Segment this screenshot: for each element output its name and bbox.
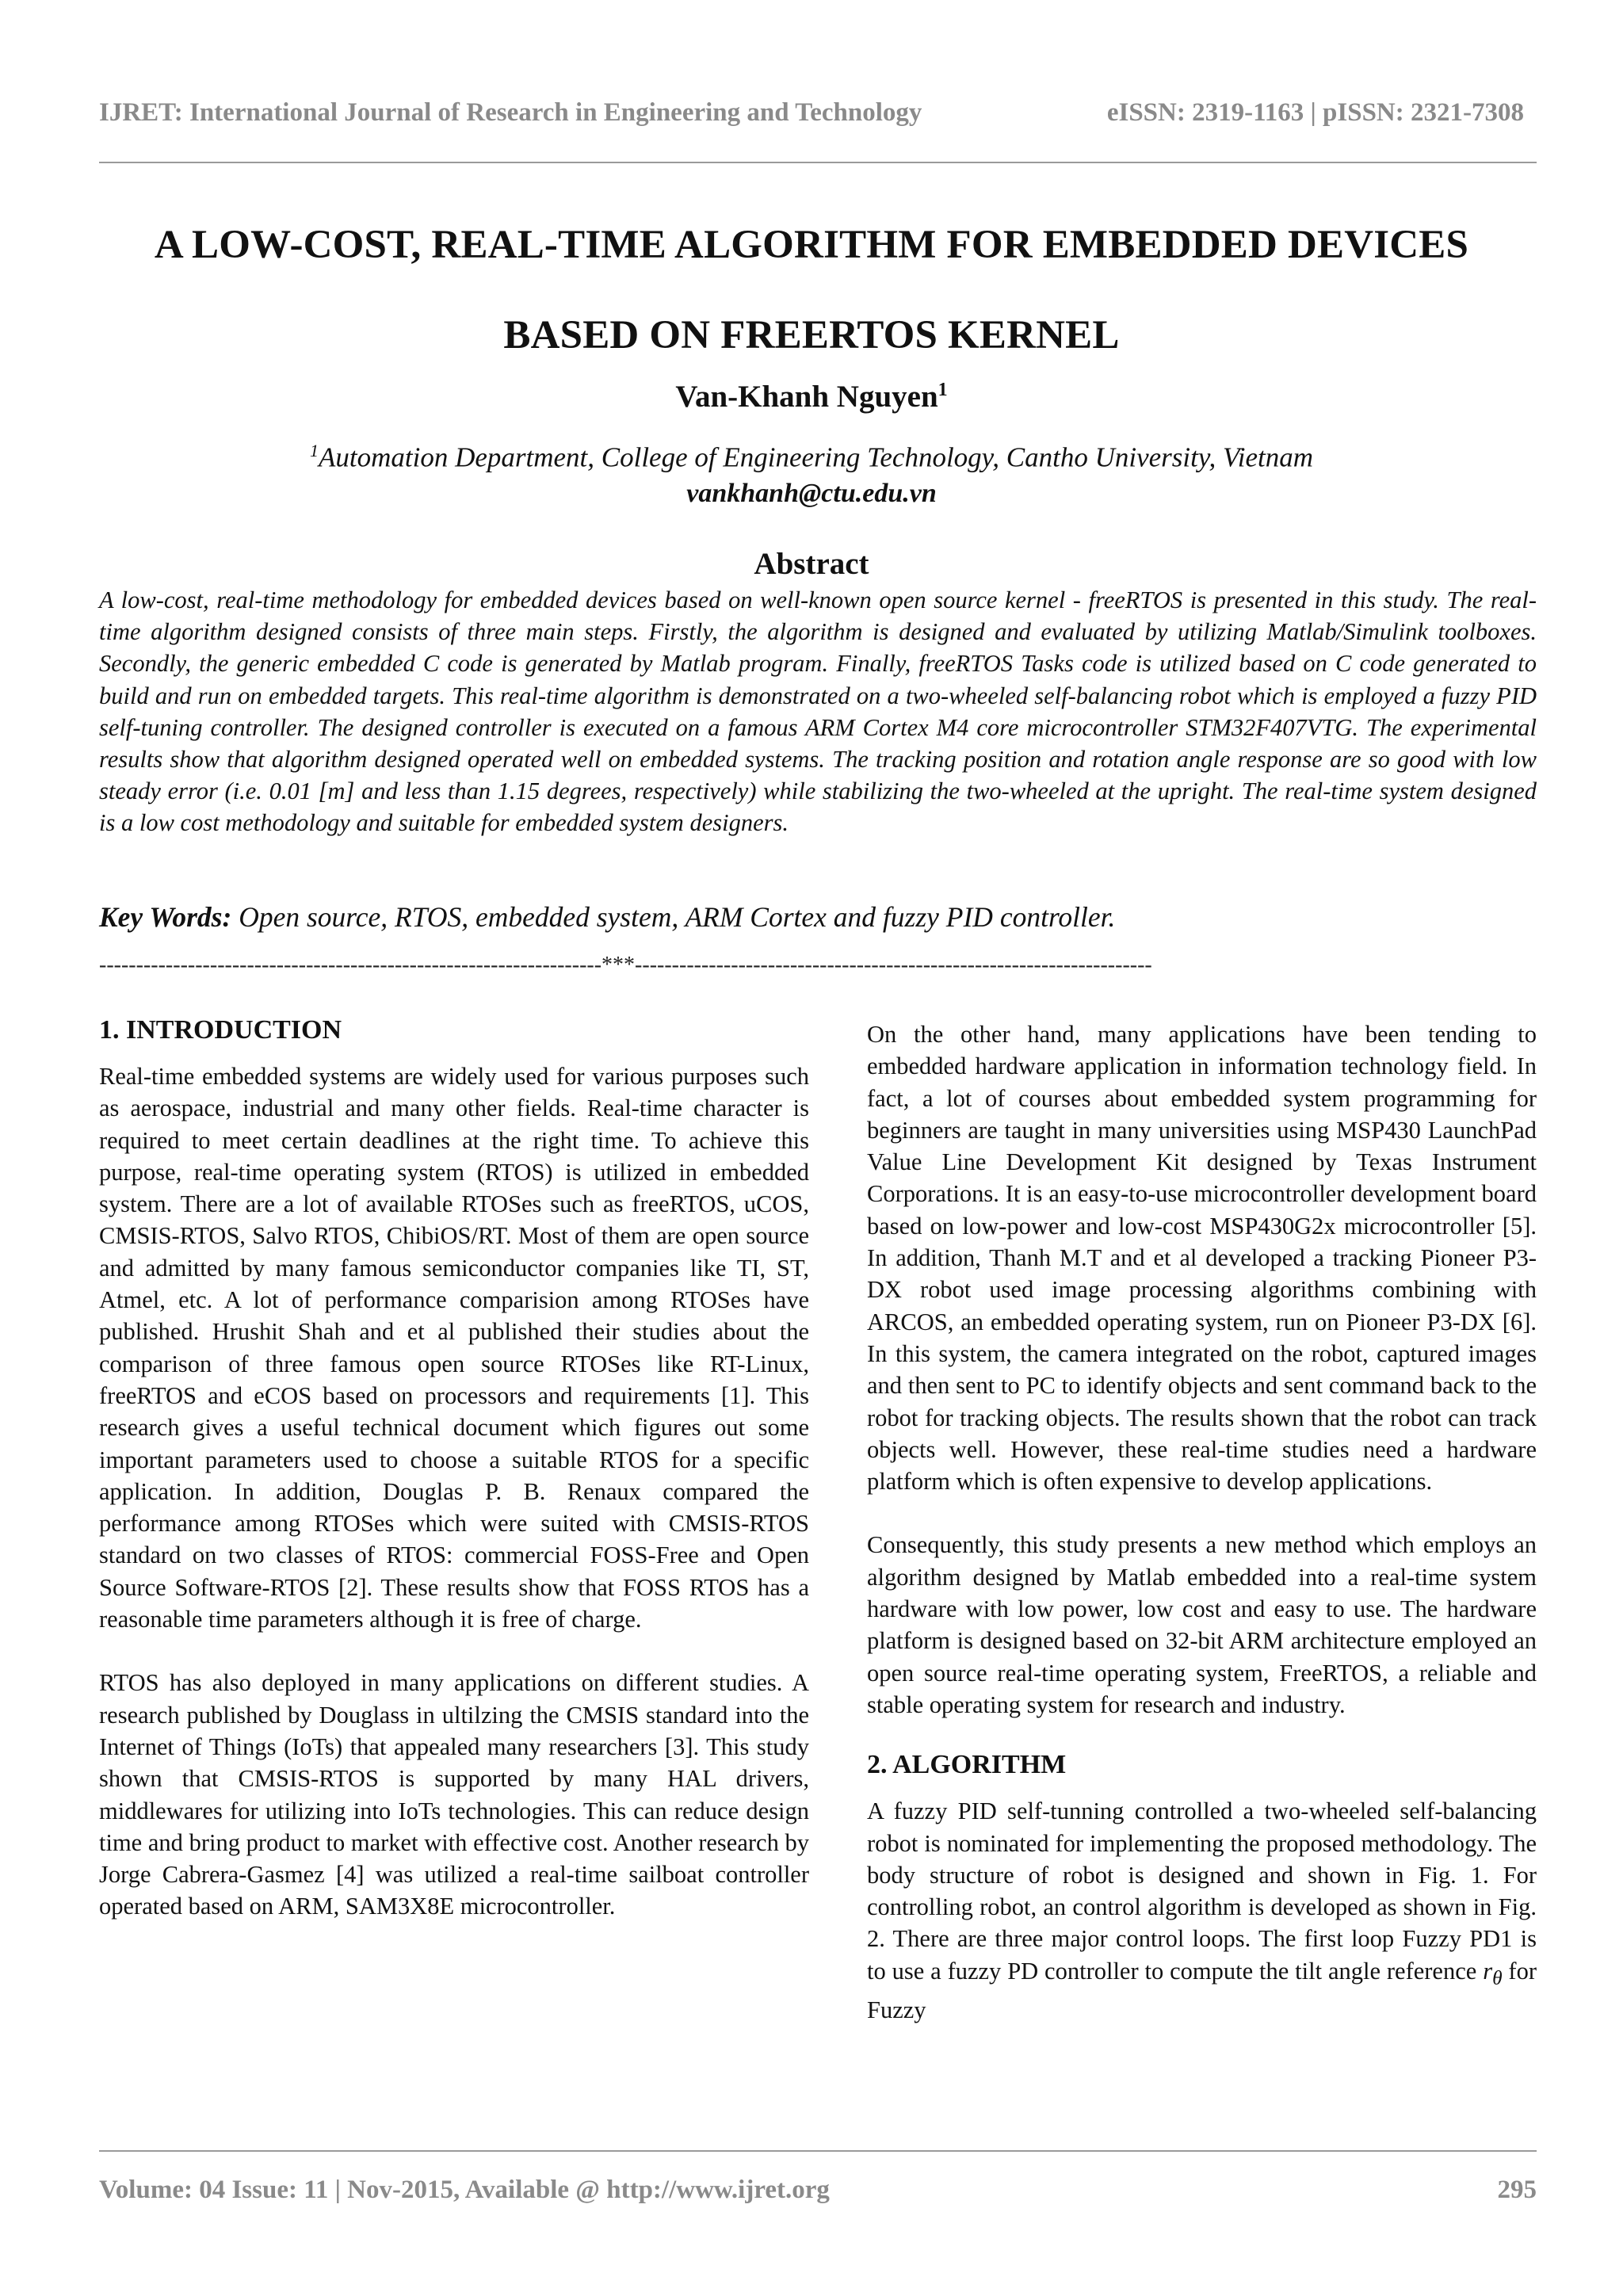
right-column [867, 1018, 1537, 2026]
header-rule [99, 162, 1537, 163]
keywords-text: Open source, RTOS, embedded system, ARM Cortex and fuzzy PID controller. [231, 901, 1116, 933]
running-header [99, 98, 1524, 128]
issn: eISSN: 2319-1163 | pISSN: 2321-7308 [1106, 98, 1524, 127]
intro-paragraph-4: Consequently, this study presents a new method which employs an algorithm designed by Matlab embedded into a real-time system hardware with low power, low cost and easy to use. The hardware platform is designed based on 32-bit ARM architecture employed an open source real-time operating system, FreeRTOS, a reliable and stable operating system for research and industry. [867, 1531, 1537, 1718]
algorithm-paragraph-1-text: A fuzzy PID self-tunning controlled a two-wheeled self-balancing robot is nominated for implementing the proposed methodology. The body structure of robot is designed and shown in Fig. 1. For controlling robot, an control algorithm is developed as shown in Fig. 2. There are three major control loops. The first loop Fuzzy PD1 is to use a fuzzy PD controller to compute the tilt angle reference [867, 1797, 1537, 1985]
symbol-theta: θ [1492, 1966, 1503, 1989]
intro-paragraph-2: RTOS has also deployed in many applications on different studies. A research published by Douglass in ultilzing the CMSIS standard into the Internet of Things (IoTs) that appealed many researchers [3]. This study shown that CMSIS-RTOS is supported by many HAL drivers, middlewares for utilizing into IoTs technologies. This can reduce design time and bring product to market with effective cost. Another research by Jorge Cabrera-Gasmez [4] was utilized a real-time sailboat controller operated based on ARM, SAM3X8E microcontroller. [99, 1669, 809, 1920]
abstract-heading: Abstract [754, 547, 869, 581]
keywords [99, 900, 1537, 934]
footer-rule [99, 2150, 1537, 2152]
algorithm-heading: 2. ALGORITHM [867, 1750, 1067, 1780]
intro-paragraph-1: Real-time embedded systems are widely used for various purposes such as aerospace, industrial and many other fields. Real-time character is required to meet certain deadlines at the right time. To achieve this purpose, real-time operating system (RTOS) is utilized in embedded system. There are a lot of available RTOSes such as freeRTOS, uCOS, CMSIS-RTOS, Salvo RTOS, ChibiOS/RT. Most of them are open source and admitted by many famous semiconductor companies like TI, ST, Atmel, etc. A lot of performance comparision among RTOSes have published. Hrushit Shah and et al published their studies about the comparison of three famous open source RTOSes like RT-Linux, freeRTOS and eCOS based on processors and requirements [1]. This research gives a useful technical document which figures out some important parameters used to choose a suitable RTOS for a specific application. In addition, Douglas P. B. Renaux compared the performance among RTOSes which were suited with CMSIS-RTOS standard on two classes of RTOS: commercial FOSS-Free and Open Source Software-RTOS [2]. These results show that FOSS RTOS has a reasonable time parameters although it is free of charge. [99, 1063, 809, 1633]
algorithm-paragraph-1-tail: for Fuzzy [867, 1957, 1537, 2024]
volume-info: Volume: 04 Issue: 11 | Nov-2015, Available @ http://www.ijret.org [99, 2176, 830, 2204]
author-name: Van-Khanh Nguyen [675, 380, 938, 414]
intro-heading: 1. INTRODUCTION [99, 1015, 342, 1045]
author [0, 379, 1623, 415]
paper-title [63, 200, 1560, 380]
journal-name: IJRET: International Journal of Research in Engineering and Technology [99, 98, 922, 127]
affiliation [0, 441, 1623, 474]
abstract-text: A low-cost, real-time methodology for embedded devices based on well-known open source kernel - freeRTOS is presented in this study. The real-time algorithm designed consists of three main steps. Firstly, the algorithm is designed and evaluated by utilizing Matlab/Simulink toolboxes. Secondly, the generic embedded C code is generated by Matlab program. Finally, freeRTOS Tasks code is utilized based on C code generated to build and run on embedded targets. This real-time algorithm is demonstrated on a two-wheeled self-balancing robot which is employed a fuzzy PID self-tuning controller. The designed controller is executed on a famous ARM Cortex M4 core microcontroller STM32F407VTG. The experimental results show that algorithm designed operated well on embedded systems. The tracking position and rotation angle response are so good with low steady error (i.e. 0.01 [m] and less than 1.15 degrees, respectively) while stabilizing the two-wheeled at the upright. The real-time system designed is a low cost methodology and suitable for embedded system designers. [99, 586, 1537, 837]
running-footer [99, 2176, 1537, 2205]
left-column [99, 1014, 809, 1923]
symbol-r: r [1483, 1957, 1493, 1985]
section-separator: --------------------------------------------------------------------***---------------------------------------------------------------------- [99, 953, 1152, 977]
keywords-label: Key Words: [99, 901, 232, 933]
intro-paragraph-3: On the other hand, many applications have been tending to embedded hardware application in information technology field. In fact, a lot of courses about embedded system programming for beginners are taught in many universities using MSP430 LaunchPad Value Line Development Kit designed by Texas Instrument Corporations. It is an easy-to-use microcontroller development board based on low-power and low-cost MSP430G2x microcontroller [5]. In addition, Thanh M.T and et al developed a tracking Pioneer P3-DX robot used image processing algorithms combining with ARCOS, an embedded operating system, run on Pioneer P3-DX [6]. In this system, the camera integrated on the robot, captured images and then sent to PC to identify objects and sent command back to the robot for tracking objects. The results shown that the robot can track objects well. However, these real-time studies need a hardware platform which is often expensive to develop applications. [867, 1021, 1537, 1496]
title-line-2: BASED ON FREERTOS KERNEL [503, 313, 1120, 357]
affiliation-text: Automation Department, College of Engineering Technology, Cantho University, Vietnam [319, 441, 1313, 473]
tilt-reference-symbol [1483, 1957, 1503, 1989]
page-number: 295 [1497, 2176, 1537, 2204]
affiliation-marker: 1 [310, 441, 319, 460]
title-line-1: A LOW-COST, REAL-TIME ALGORITHM FOR EMBEDDED DEVICES [154, 223, 1469, 267]
author-email: vankhanh@ctu.edu.vn [686, 479, 937, 508]
author-marker: 1 [938, 380, 948, 400]
algorithm-paragraph-1 [867, 1795, 1537, 2026]
